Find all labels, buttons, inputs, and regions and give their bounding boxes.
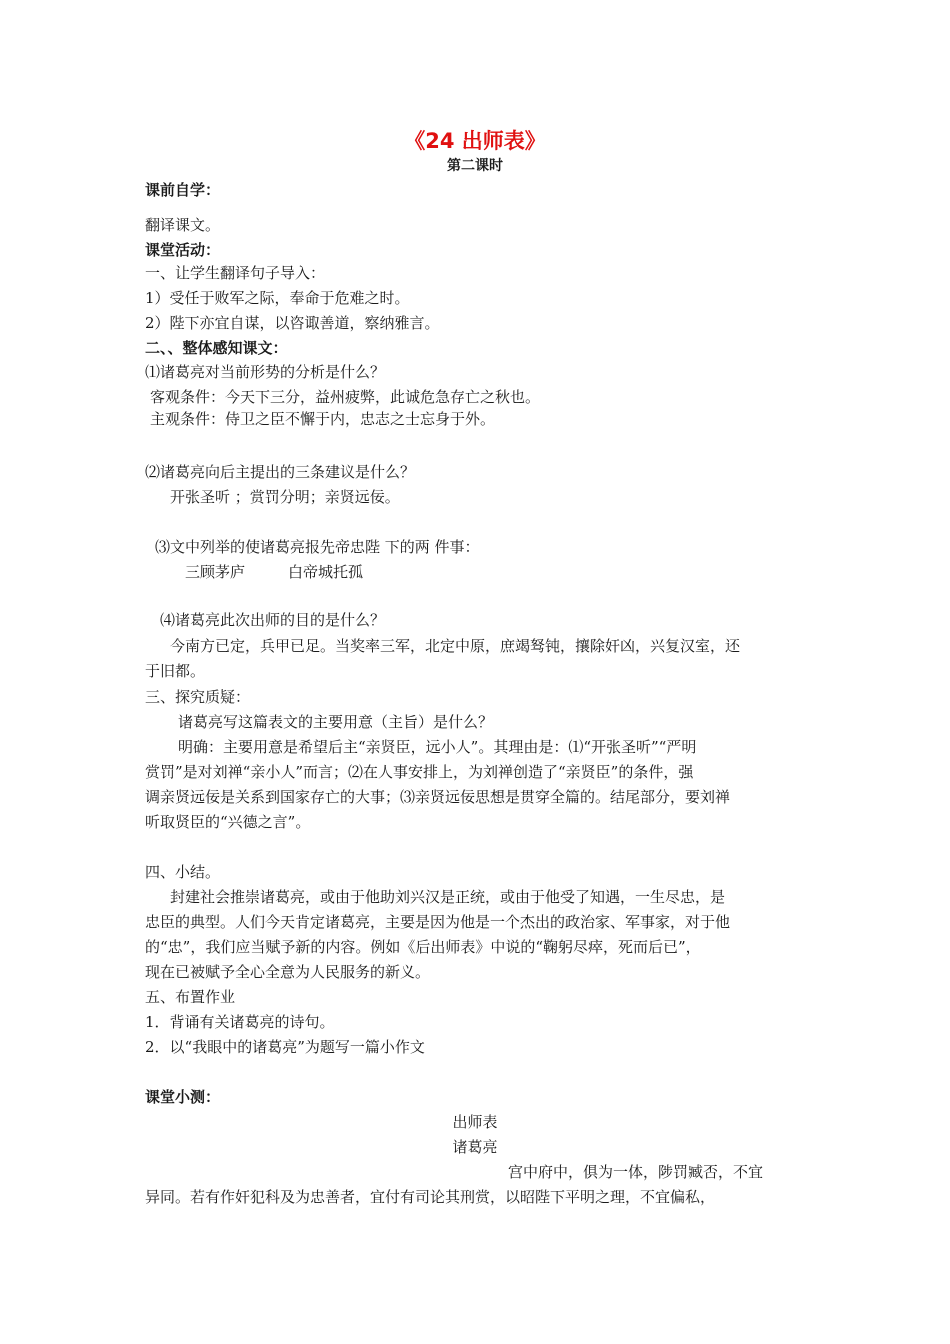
part3-answer-line: 明确：主要用意是希望后主“亲贤臣，远小人”。其理由是：⑴“开张圣听”“严明 xyxy=(178,738,697,756)
answer-4-line-2: 于旧都。 xyxy=(145,662,206,680)
part1-heading: 一、让学生翻译句子导入： xyxy=(145,264,326,282)
part4-line: 封建社会推崇诸葛亮，或由于他助刘兴汉是正统，或由于他受了知遇，一生尽忠，是 xyxy=(170,888,726,906)
quiz-text-title: 出师表 xyxy=(452,1113,498,1131)
part4-line: 现在已被赋予全心全意为人民服务的新义。 xyxy=(145,963,431,981)
question-1: ⑴诸葛亮对当前形势的分析是什么？ xyxy=(145,363,386,381)
quiz-text-line: 异同。若有作奸犯科及为忠善者，宜付有司论其刑赏，以昭陛下平明之理，不宜偏私， xyxy=(145,1188,716,1206)
question-3: ⑶文中列举的使诸葛亮报先帝忠陛 下的两 件事： xyxy=(155,538,480,556)
activity-heading: 课堂活动： xyxy=(145,241,221,259)
pre-study-heading: 课前自学： xyxy=(145,181,221,199)
answer-1-subjective: 主观条件：侍卫之臣不懈于内，忠志之士忘身于外。 xyxy=(150,410,496,428)
part3-answer-line: 调亲贤远佞是关系到国家存亡的大事；⑶亲贤远佞思想是贯穿全篇的。结尾部分，要刘禅 xyxy=(145,788,731,806)
answer-3-event-1: 三顾茅庐 xyxy=(185,563,246,581)
part1-item: 1）受任于败军之际，奉命于危难之时。 xyxy=(145,289,410,307)
page-title: 《24 出师表》 xyxy=(404,129,546,153)
question-4: ⑷诸葛亮此次出师的目的是什么？ xyxy=(160,611,386,629)
part3-answer-line: 听取贤臣的“兴德之言”。 xyxy=(145,813,311,831)
answer-1-objective: 客观条件：今天下三分，益州疲弊，此诚危急存亡之秋也。 xyxy=(150,388,541,406)
answer-2: 开张圣听 ；赏罚分明；亲贤远佞。 xyxy=(170,488,400,506)
quiz-heading: 课堂小测： xyxy=(145,1088,221,1106)
homework-item: 1．背诵有关诸葛亮的诗句。 xyxy=(145,1013,335,1031)
part2-heading: 二、、整体感知课文： xyxy=(145,339,288,357)
answer-3-event-2: 白帝城托孤 xyxy=(288,563,364,581)
part4-line: 的“忠”，我们应当赋予新的内容。例如《后出师表》中说的“鞠躬尽瘁，死而后已”， xyxy=(145,938,701,956)
part3-question: 诸葛亮写这篇表文的主要用意（主旨）是什么？ xyxy=(178,713,494,731)
quiz-text-author: 诸葛亮 xyxy=(452,1138,498,1156)
part3-answer-line: 赏罚”是对刘禅“亲小人”而言；⑵在人事安排上，为刘禅创造了“亲贤臣”的条件，强 xyxy=(145,763,694,781)
page-subtitle: 第二课时 xyxy=(447,158,503,174)
question-2: ⑵诸葛亮向后主提出的三条建议是什么？ xyxy=(145,463,416,481)
quiz-text-line: 宫中府中，俱为一体，陟罚臧否，不宜 xyxy=(508,1163,764,1181)
part5-heading: 五、布置作业 xyxy=(145,988,236,1006)
part3-heading: 三、探究质疑： xyxy=(145,688,251,706)
pre-study-text: 翻译课文。 xyxy=(145,216,221,234)
part4-heading: 四、小结。 xyxy=(145,863,221,881)
part4-line: 忠臣的典型。人们今天肯定诸葛亮，主要是因为他是一个杰出的政治家、军事家，对于他 xyxy=(145,913,731,931)
homework-item: 2．以“我眼中的诸葛亮”为题写一篇小作文 xyxy=(145,1038,425,1056)
answer-4-line-1: 今南方已定，兵甲已足。当奖率三军，北定中原，庶竭驽钝，攘除奸凶，兴复汉室，还 xyxy=(170,637,741,655)
part1-item: 2）陛下亦宜自谋，以咨诹善道，察纳雅言。 xyxy=(145,314,440,332)
